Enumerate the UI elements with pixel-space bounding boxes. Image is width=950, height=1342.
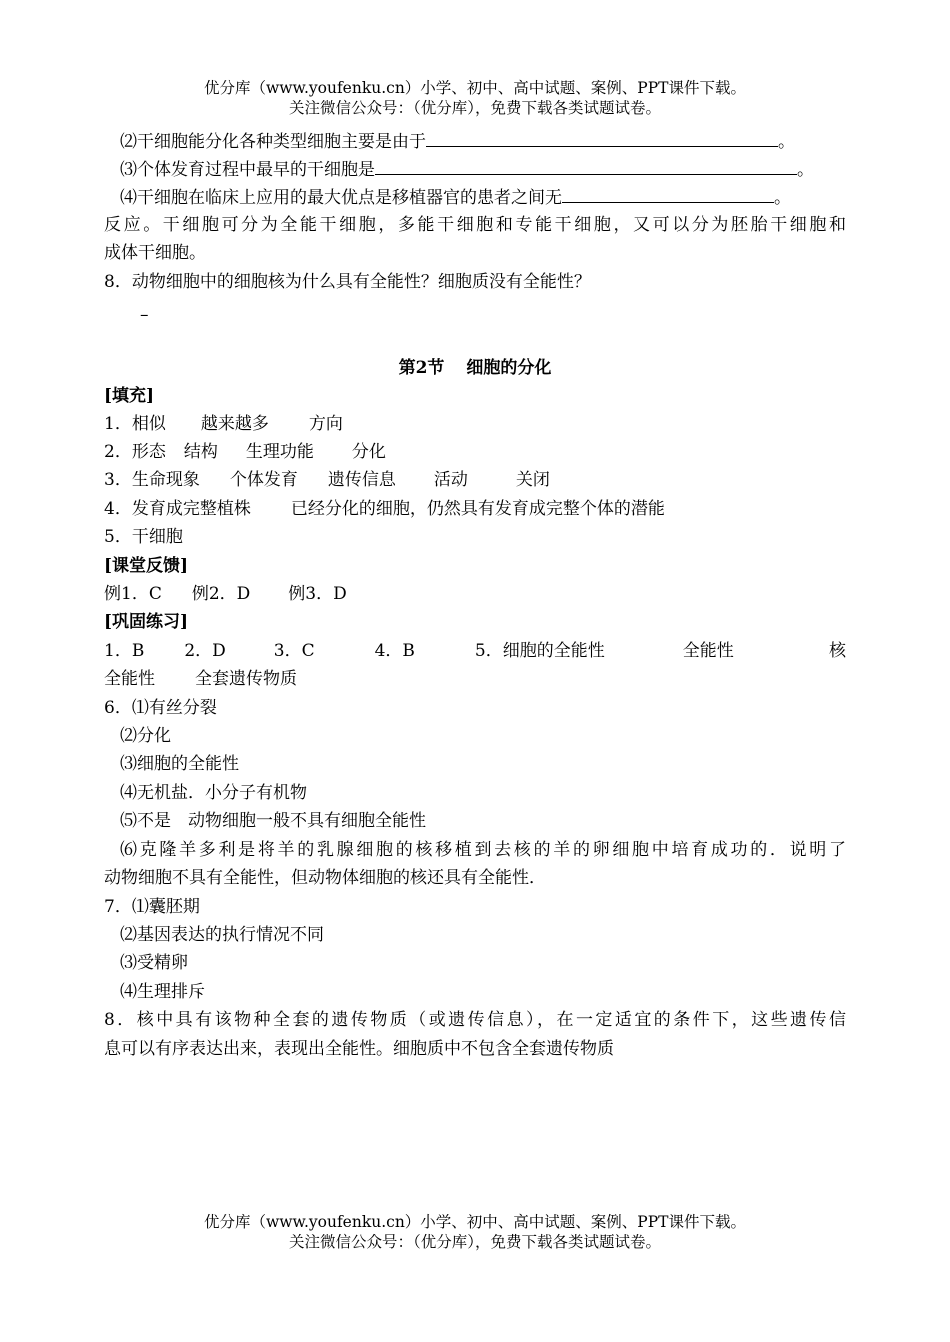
fill-item: 方向 <box>308 414 343 434</box>
practice-item: 全能性 <box>682 641 734 661</box>
practice-heading: [巩固练习] <box>104 612 189 632</box>
practice-item: 3．C <box>273 641 315 661</box>
answer-6-5: ⑸不是 动物细胞一般不具有细胞全能性 <box>120 811 426 831</box>
practice-answers-line-1 <box>104 640 846 662</box>
question-7-3 <box>120 158 814 181</box>
answer-8-line-1: 8．核中具有该物种全套的遗传物质（或遗传信息），在一定适宜的条件下，这些遗传信 <box>104 1010 846 1030</box>
answer-6-4: ⑷无机盐．小分子有机物 <box>120 783 307 803</box>
practice-item: 4．B <box>374 641 415 661</box>
answer-6-1: 6．⑴有丝分裂 <box>104 698 217 718</box>
practice-item: 核 <box>829 641 846 661</box>
footer-line-2: 关注微信公众号：（优分库），免费下载各类试题试卷。 <box>288 1233 661 1251</box>
fill-item: 个体发育 <box>229 470 298 490</box>
fill-heading: [填充] <box>104 386 155 406</box>
answer-6-2: ⑵分化 <box>120 726 171 746</box>
feedback-answers <box>104 583 347 605</box>
answer-7-1: 7．⑴囊胚期 <box>104 897 200 917</box>
fill-item: 4．发育成完整植株 <box>104 499 251 519</box>
fill-item: 活动 <box>433 470 468 490</box>
fill-answer-4 <box>104 498 665 520</box>
end-mark: 。 <box>797 160 814 180</box>
fill-item: 关闭 <box>515 470 550 490</box>
fill-answer-1 <box>104 413 343 435</box>
fill-answer-3 <box>104 469 550 491</box>
practice-item: 全套遗传物质 <box>195 669 297 689</box>
question-7-4-continued-2: 成体干细胞。 <box>104 243 206 263</box>
section-title <box>0 357 950 379</box>
answer-blank <box>426 130 778 147</box>
feedback-item: 例1．C <box>104 584 162 604</box>
fill-item: 结构 <box>183 442 218 462</box>
answer-8-line-2: 息可以有序表达出来，表现出全能性。细胞质中不包含全套遗传物质 <box>104 1039 614 1059</box>
section-number: 第2节 <box>398 358 445 378</box>
question-7-2 <box>120 130 795 153</box>
dash-mark: – <box>140 305 149 325</box>
answer-7-4: ⑷生理排斥 <box>120 982 205 1002</box>
feedback-heading: [课堂反馈] <box>104 556 189 576</box>
fill-item: 越来越多 <box>200 414 269 434</box>
fill-answer-2 <box>104 441 386 463</box>
practice-item: 1．B <box>104 641 145 661</box>
end-mark: 。 <box>774 188 791 208</box>
practice-answers-line-2 <box>104 668 297 690</box>
header-line-1: 优分库（www.youfenku.cn）小学、初中、高中试题、案例、PPT课件下载。 <box>203 79 747 97</box>
answer-6-3: ⑶细胞的全能性 <box>120 754 239 774</box>
question-7-4 <box>120 186 791 209</box>
fill-item: 分化 <box>351 442 386 462</box>
practice-item: 5．细胞的全能性 <box>474 641 605 661</box>
section-name: 细胞的分化 <box>466 358 552 378</box>
footer-line-1: 优分库（www.youfenku.cn）小学、初中、高中试题、案例、PPT课件下载。 <box>203 1213 747 1231</box>
answer-6-6-line-1: ⑹克隆羊多利是将羊的乳腺细胞的核移植到去核的羊的卵细胞中培育成功的．说明了 <box>120 840 846 860</box>
question-7-3-text: ⑶个体发育过程中最早的干细胞是 <box>120 160 375 180</box>
answer-7-2: ⑵基因表达的执行情况不同 <box>120 925 324 945</box>
practice-item: 2．D <box>184 641 226 661</box>
end-mark: 。 <box>778 132 795 152</box>
fill-answer-5: 5．干细胞 <box>104 527 183 547</box>
fill-item: 遗传信息 <box>327 470 396 490</box>
question-7-2-text: ⑵干细胞能分化各种类型细胞主要是由于 <box>120 132 426 152</box>
practice-item: 全能性 <box>104 669 155 689</box>
answer-blank <box>375 158 797 175</box>
answer-6-6-line-2: 动物细胞不具有全能性，但动物体细胞的核还具有全能性． <box>104 868 546 888</box>
question-7-4-text: ⑷干细胞在临床上应用的最大优点是移植器官的患者之间无 <box>120 188 562 208</box>
answer-blank <box>562 186 774 203</box>
question-8: 8．动物细胞中的细胞核为什么具有全能性？细胞质没有全能性？ <box>104 272 591 292</box>
feedback-item: 例2．D <box>191 584 251 604</box>
feedback-item: 例3．D <box>288 584 347 604</box>
fill-item: 1．相似 <box>104 414 166 434</box>
fill-item: 已经分化的细胞，仍然具有发育成完整个体的潜能 <box>290 499 665 519</box>
answer-7-3: ⑶受精卵 <box>120 953 188 973</box>
fill-item: 生理功能 <box>245 442 314 462</box>
fill-item: 3．生命现象 <box>104 470 200 490</box>
fill-item: 2．形态 <box>104 442 166 462</box>
question-7-4-continued-1: 反应。干细胞可分为全能干细胞，多能干细胞和专能干细胞，又可以分为胚胎干细胞和 <box>104 215 846 235</box>
header-line-2: 关注微信公众号：（优分库），免费下载各类试题试卷。 <box>288 99 661 117</box>
